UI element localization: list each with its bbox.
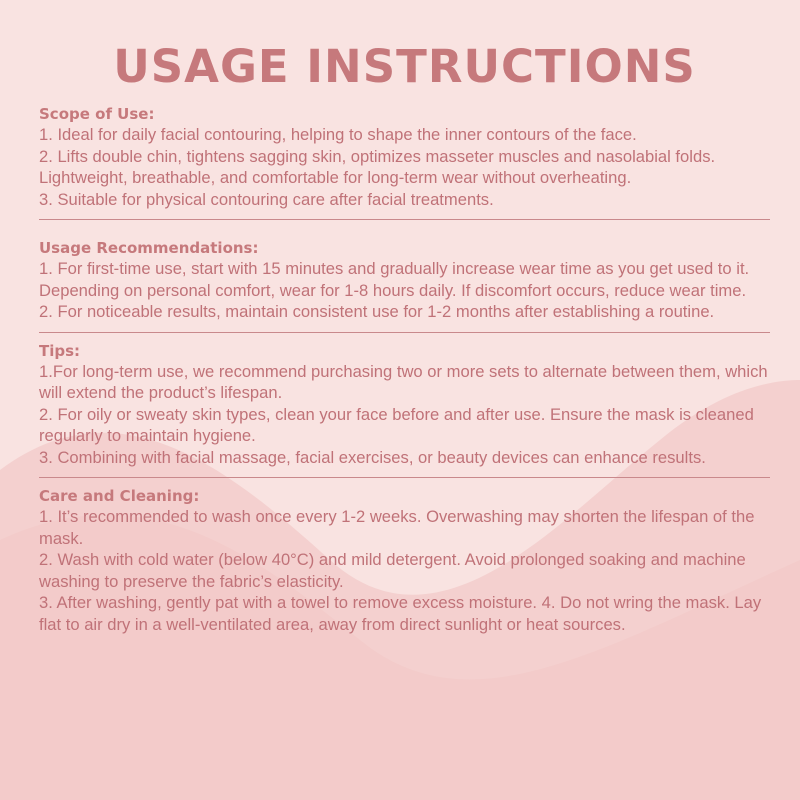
section-heading: Tips:	[39, 341, 81, 360]
section-item: 2. Wash with cold water (below 40°C) and mild detergent. Avoid prolonged soaking and machine washing to preserve the fabric’s elasticity.	[39, 550, 746, 591]
section-divider	[39, 219, 770, 220]
section-tips	[39, 342, 770, 469]
section-heading: Care and Cleaning:	[39, 487, 200, 505]
section-item: 1. Ideal for daily facial contouring, helping to shape the inner contours of the face.	[39, 125, 637, 144]
section-care-and-cleaning	[39, 487, 770, 635]
section-divider	[39, 477, 770, 478]
page-title: USAGE INSTRUCTIONS	[113, 40, 696, 93]
section-heading: Usage Recommendations:	[39, 239, 259, 257]
section-item: 1. For first-time use, start with 15 minutes and gradually increase wear time as you get used to it. Depending on personal comfort, wear for 1-8 hours daily. If discomfort occurs, reduce wear time.	[39, 259, 750, 300]
section-item: 2. For oily or sweaty skin types, clean your face before and after use. Ensure the mask is cleaned regularly to maintain hygiene.	[39, 404, 754, 445]
section-item: 3. Suitable for physical contouring care after facial treatments.	[39, 189, 494, 209]
section-scope-of-use	[39, 105, 770, 210]
section-item: 1. It’s recommended to wash once every 1-2 weeks. Overwashing may shorten the lifespan of the mask.	[39, 507, 755, 548]
section-heading: Scope of Use:	[39, 105, 155, 123]
section-usage-recommendations	[39, 239, 770, 323]
section-item: 2. Lifts double chin, tightens sagging skin, optimizes masseter muscles and nasolabial folds. Lightweight, breathable, and comfortable for long-term wear without overheating.	[39, 146, 716, 187]
section-item: 2. For noticeable results, maintain consistent use for 1-2 months after establishing a routine.	[39, 302, 715, 321]
section-divider	[39, 332, 770, 333]
section-item: 3. Combining with facial massage, facial exercises, or beauty devices can enhance results.	[39, 447, 706, 467]
section-item: 3. After washing, gently pat with a towel to remove excess moisture. 4. Do not wring the mask. Lay flat to air dry in a well-ventilated area, away from direct sunlight or heat sources.	[39, 593, 762, 634]
section-item: 1.For long-term use, we recommend purchasing two or more sets to alternate between them, which will extend the product’s lifespan.	[39, 361, 768, 402]
